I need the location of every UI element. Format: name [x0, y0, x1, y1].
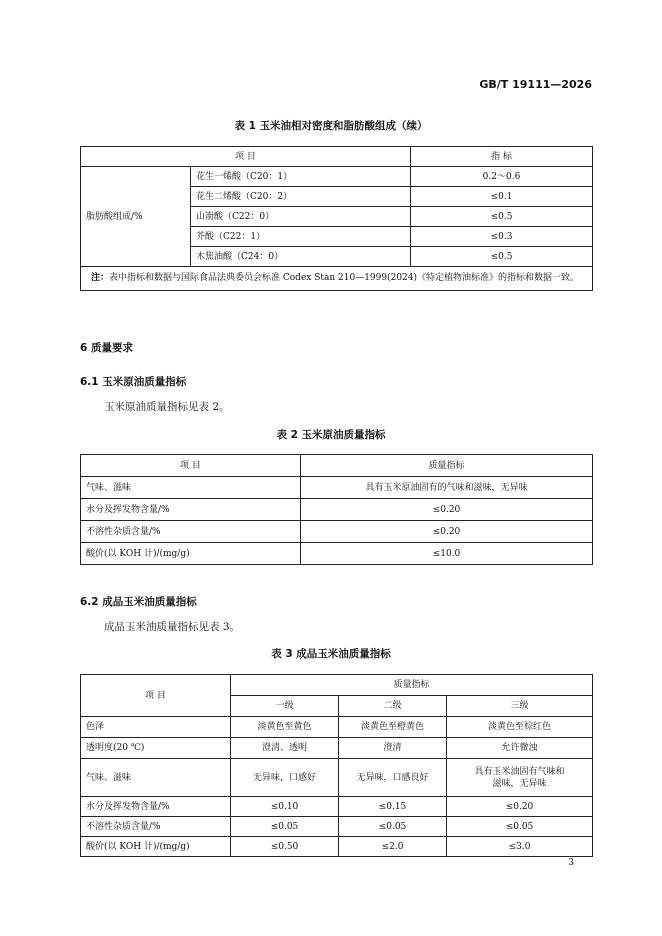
table3-cell: ≤0.05	[339, 817, 447, 837]
table2-row-value: ≤0.20	[301, 521, 593, 543]
table3-cell: 淡黄色至黄色	[231, 717, 339, 738]
section-6-2-paragraph: 成品玉米油质量指标见表 3。	[104, 621, 241, 633]
table3-row-name: 气味、滋味	[81, 759, 231, 797]
table1-row-name: 花生二烯酸（C20：2）	[191, 187, 411, 207]
table3-cell: 允许微浊	[447, 738, 593, 759]
table3-grade-3: 三级	[447, 696, 593, 717]
table1-header-index: 指 标	[411, 147, 593, 167]
table2-row-name: 不溶性杂质含量/%	[81, 521, 301, 543]
table3-header-item: 项 目	[81, 675, 231, 717]
table3-row-name: 水分及挥发物含量/%	[81, 797, 231, 817]
table3-row-name: 透明度(20 ℃)	[81, 738, 231, 759]
table1-note	[81, 267, 593, 291]
table3	[80, 674, 593, 857]
table1-header-item: 项 目	[81, 147, 411, 167]
section-6-2-heading: 6.2 成品玉米油质量指标	[80, 596, 197, 608]
table3-cell: 无异味，口感良好	[339, 759, 447, 797]
table3-cell: ≤0.05	[231, 817, 339, 837]
table3-grade-1: 一级	[231, 696, 339, 717]
table3-row-name: 酸价(以 KOH 计)/(mg/g)	[81, 837, 231, 857]
table1-row-value: ≤0.5	[411, 247, 593, 267]
table2-row-value: ≤10.0	[301, 543, 593, 565]
table3-cell: 淡黄色至棕红色	[447, 717, 593, 738]
table2-header-item: 项 目	[81, 455, 301, 477]
table2	[80, 454, 593, 565]
table1	[80, 146, 593, 291]
table3-cell: ≤0.50	[231, 837, 339, 857]
table3-row-name: 色泽	[81, 717, 231, 738]
table2-row-value: 具有玉米原油固有的气味和滋味，无异味	[301, 477, 593, 499]
table3-cell: 无异味，口感好	[231, 759, 339, 797]
table3-cell: ≤2.0	[339, 837, 447, 857]
table3-cell: ≤0.05	[447, 817, 593, 837]
table2-row-name: 水分及挥发物含量/%	[81, 499, 301, 521]
table1-caption: 表 1 玉米油相对密度和脂肪酸组成（续）	[234, 120, 428, 132]
table3-cell: ≤0.10	[231, 797, 339, 817]
page-number: 3	[568, 858, 574, 868]
table3-cell: ≤0.20	[447, 797, 593, 817]
table3-cell-multiline	[447, 759, 593, 797]
table2-caption: 表 2 玉米原油质量指标	[276, 429, 386, 441]
table1-row-value: ≤0.1	[411, 187, 593, 207]
table2-row-value: ≤0.20	[301, 499, 593, 521]
table1-row-name: 芥酸（C22：1）	[191, 227, 411, 247]
table3-cell: ≤0.15	[339, 797, 447, 817]
table2-row-name: 酸价(以 KOH 计)/(mg/g)	[81, 543, 301, 565]
table1-row-value: ≤0.5	[411, 207, 593, 227]
table1-note-label: 注：	[91, 273, 110, 283]
table1-row-value: 0.2～0.6	[411, 167, 593, 187]
table3-cell-line: 具有玉米油固有气味和	[474, 766, 565, 777]
section-6-heading: 6 质量要求	[80, 342, 133, 354]
table1-row-name: 花生一烯酸（C20：1）	[191, 167, 411, 187]
table3-header-index: 质量指标	[231, 675, 593, 696]
table1-row-value: ≤0.3	[411, 227, 593, 247]
table3-cell-line: 滋味，无异味	[492, 778, 547, 789]
standard-code: GB/T 19111—2026	[479, 78, 592, 91]
table3-cell: 澄清	[339, 738, 447, 759]
section-6-1-heading: 6.1 玉米原油质量指标	[80, 376, 187, 388]
table2-header-index: 质量指标	[301, 455, 593, 477]
table2-row-name: 气味、滋味	[81, 477, 301, 499]
table3-cell: 澄清、透明	[231, 738, 339, 759]
table1-note-text: 表中指标和数据与国际食品法典委员会标准 Codex Stan 210—1999(2024)《特定植物油标准》的指标和数据一致。	[109, 273, 580, 283]
table3-cell: ≤3.0	[447, 837, 593, 857]
table1-group-label: 脂肪酸组成/%	[81, 167, 191, 267]
table3-row-name: 不溶性杂质含量/%	[81, 817, 231, 837]
table1-row-name: 木焦油酸（C24：0）	[191, 247, 411, 267]
table3-cell: 淡黄色至橙黄色	[339, 717, 447, 738]
section-6-1-paragraph: 玉米原油质量指标见表 2。	[104, 401, 230, 413]
table3-caption: 表 3 成品玉米油质量指标	[271, 648, 391, 660]
table3-grade-2: 二级	[339, 696, 447, 717]
table1-row-name: 山嵛酸（C22：0）	[191, 207, 411, 227]
